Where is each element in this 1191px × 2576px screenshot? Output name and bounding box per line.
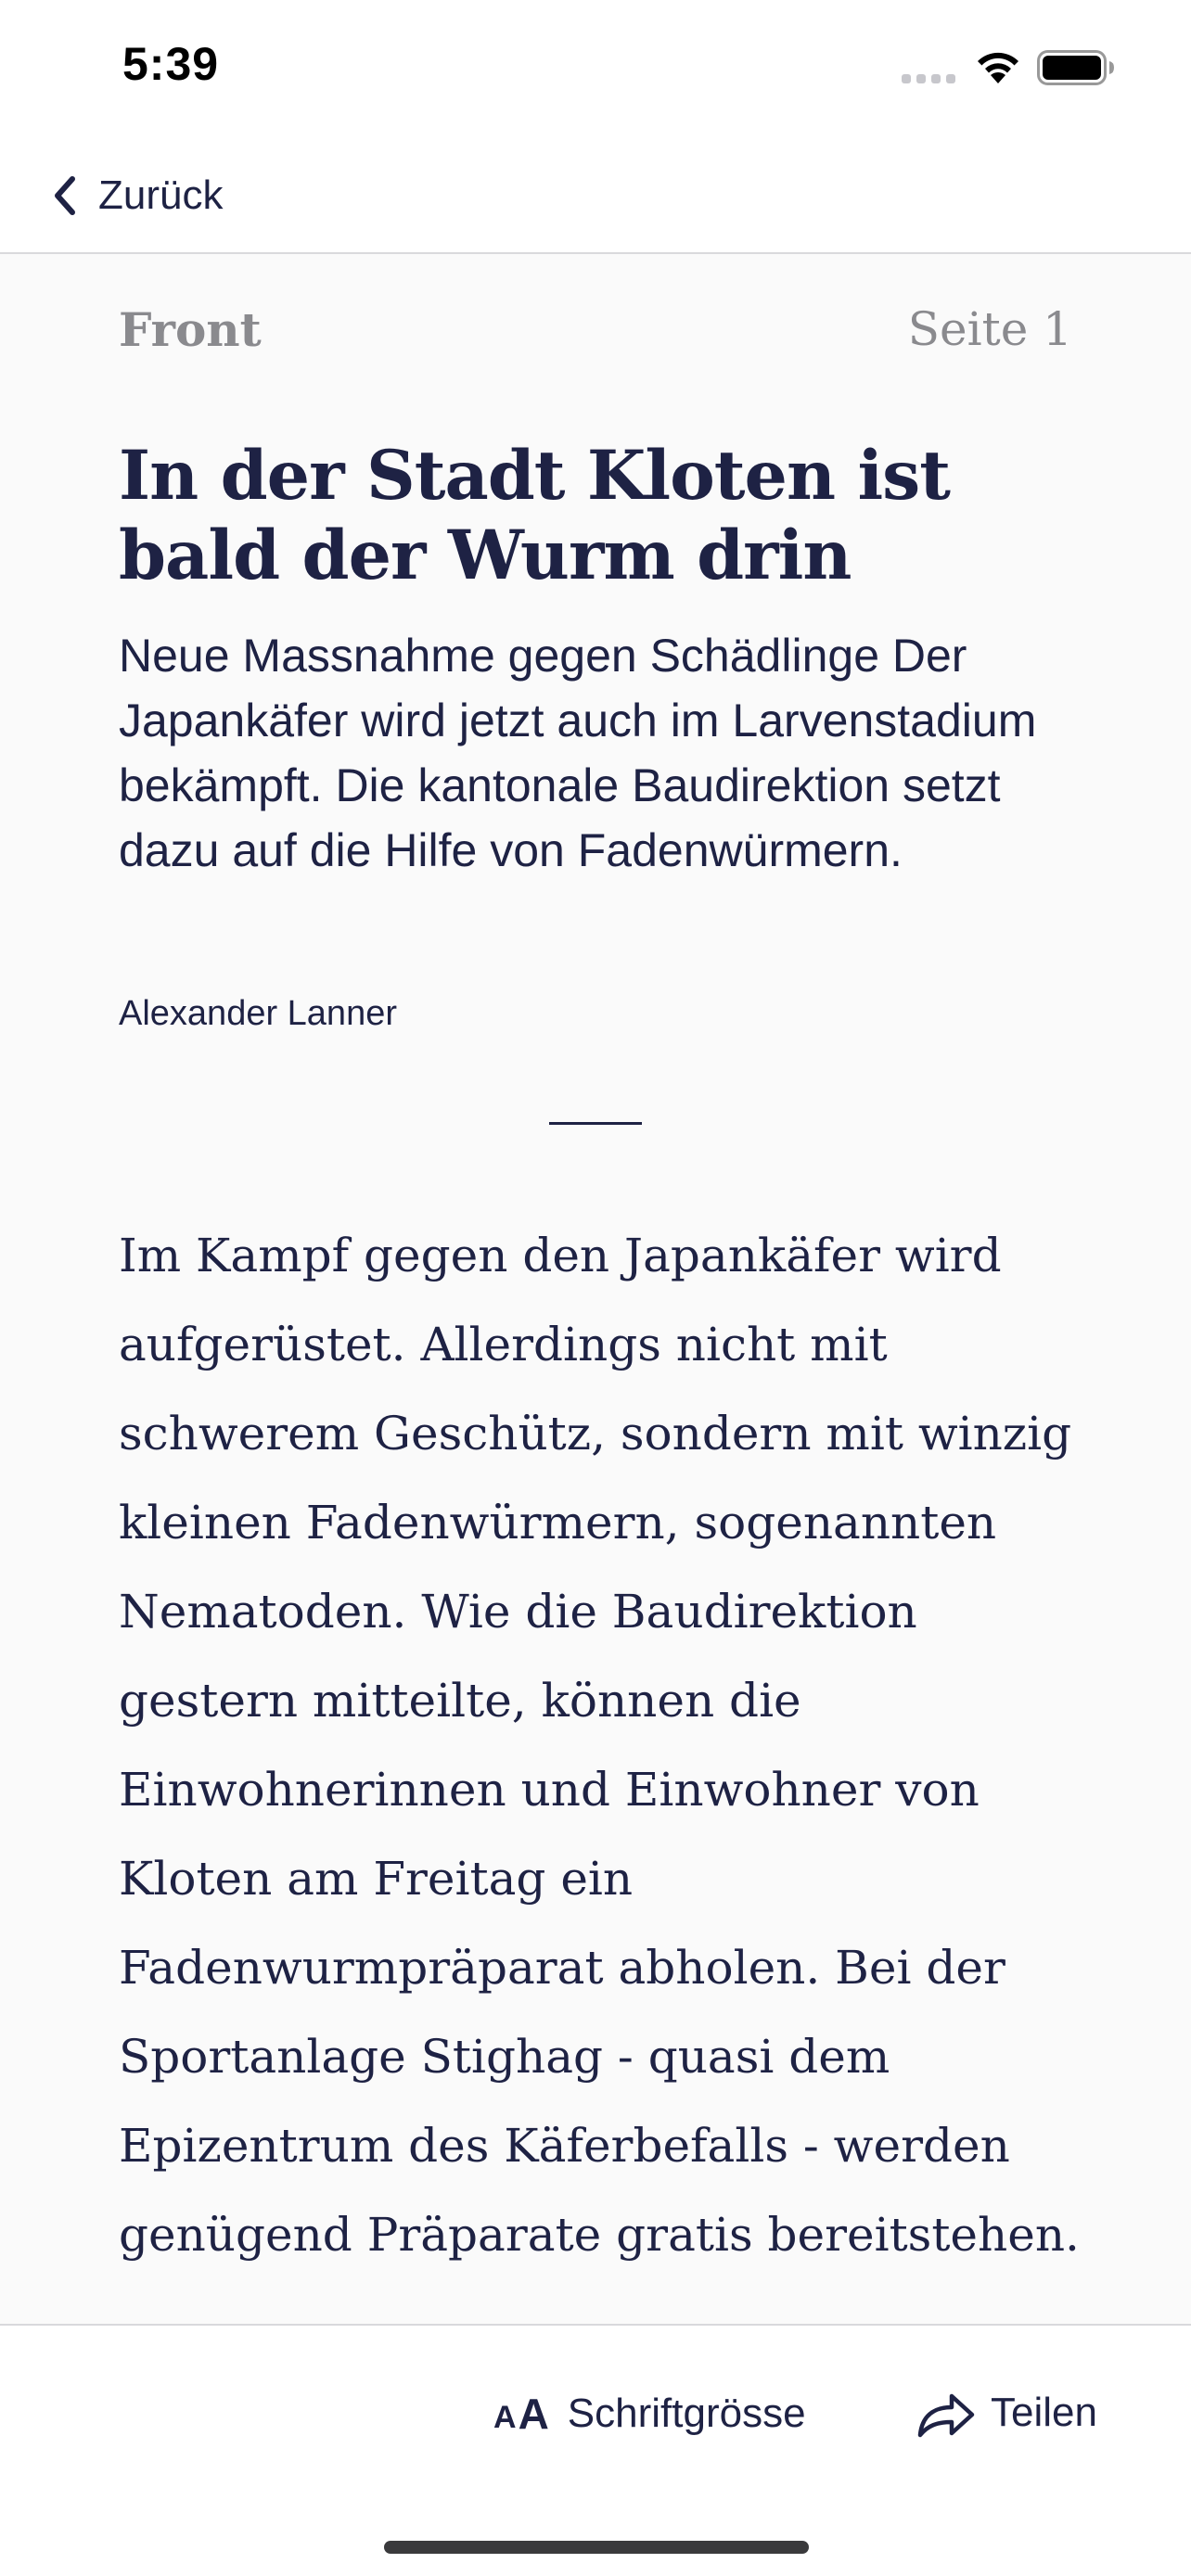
article-author: Alexander Lanner — [119, 994, 397, 1033]
article-body: Im Kampf gegen den Japankäfer wird aufgerüstet. Allerdings nicht mit schwerem Geschütz, sondern mit winzig kleinen Fadenwürmern, sogenannten Nematoden. Wie die Baudirektion gestern mitteilte, können die Einwohnerinnen und Einwohner von Kloten am Freitag ein Fadenwurmpräparat abholen. Bei der Sportanlage Stighag - quasi dem Epizentrum des Käferbefalls - werden genügend Präparate gratis bereitstehen. — [119, 1229, 1080, 2262]
article-meta — [119, 302, 1072, 357]
status-bar — [0, 0, 1191, 139]
share-label: Teilen — [991, 2390, 1097, 2435]
navigation-bar — [0, 139, 1191, 254]
back-button[interactable] — [48, 165, 223, 226]
bottom-toolbar — [0, 2324, 1191, 2576]
page-label: Seite 1 — [907, 302, 1072, 356]
status-time: 5:39 — [122, 38, 220, 90]
battery-icon — [1037, 50, 1115, 85]
font-size-label: Schriftgrösse — [567, 2391, 806, 2436]
chevron-left-icon — [48, 173, 82, 218]
section-label: Front — [119, 302, 262, 357]
article-lead: Neue Massnahme gegen Schädlinge Der Japankäfer wird jetzt auch im Larvenstadium bekämpft. Die kantonale Baudirektion setzt dazu auf die Hilfe von Fadenwürmern. — [119, 630, 1037, 876]
share-arrow-icon — [915, 2385, 976, 2441]
home-indicator — [384, 2541, 809, 2554]
article-content[interactable] — [0, 256, 1191, 2324]
wifi-icon — [972, 46, 1024, 85]
cellular-signal-icon — [902, 74, 955, 85]
share-button[interactable] — [915, 2378, 1097, 2448]
article-headline: In der Stadt Kloten ist bald der Wurm drin — [119, 436, 950, 595]
font-size-button[interactable] — [493, 2381, 806, 2446]
back-button-label: Zurück — [98, 172, 224, 218]
text-size-icon: A A — [493, 2390, 549, 2438]
divider — [549, 1122, 642, 1125]
